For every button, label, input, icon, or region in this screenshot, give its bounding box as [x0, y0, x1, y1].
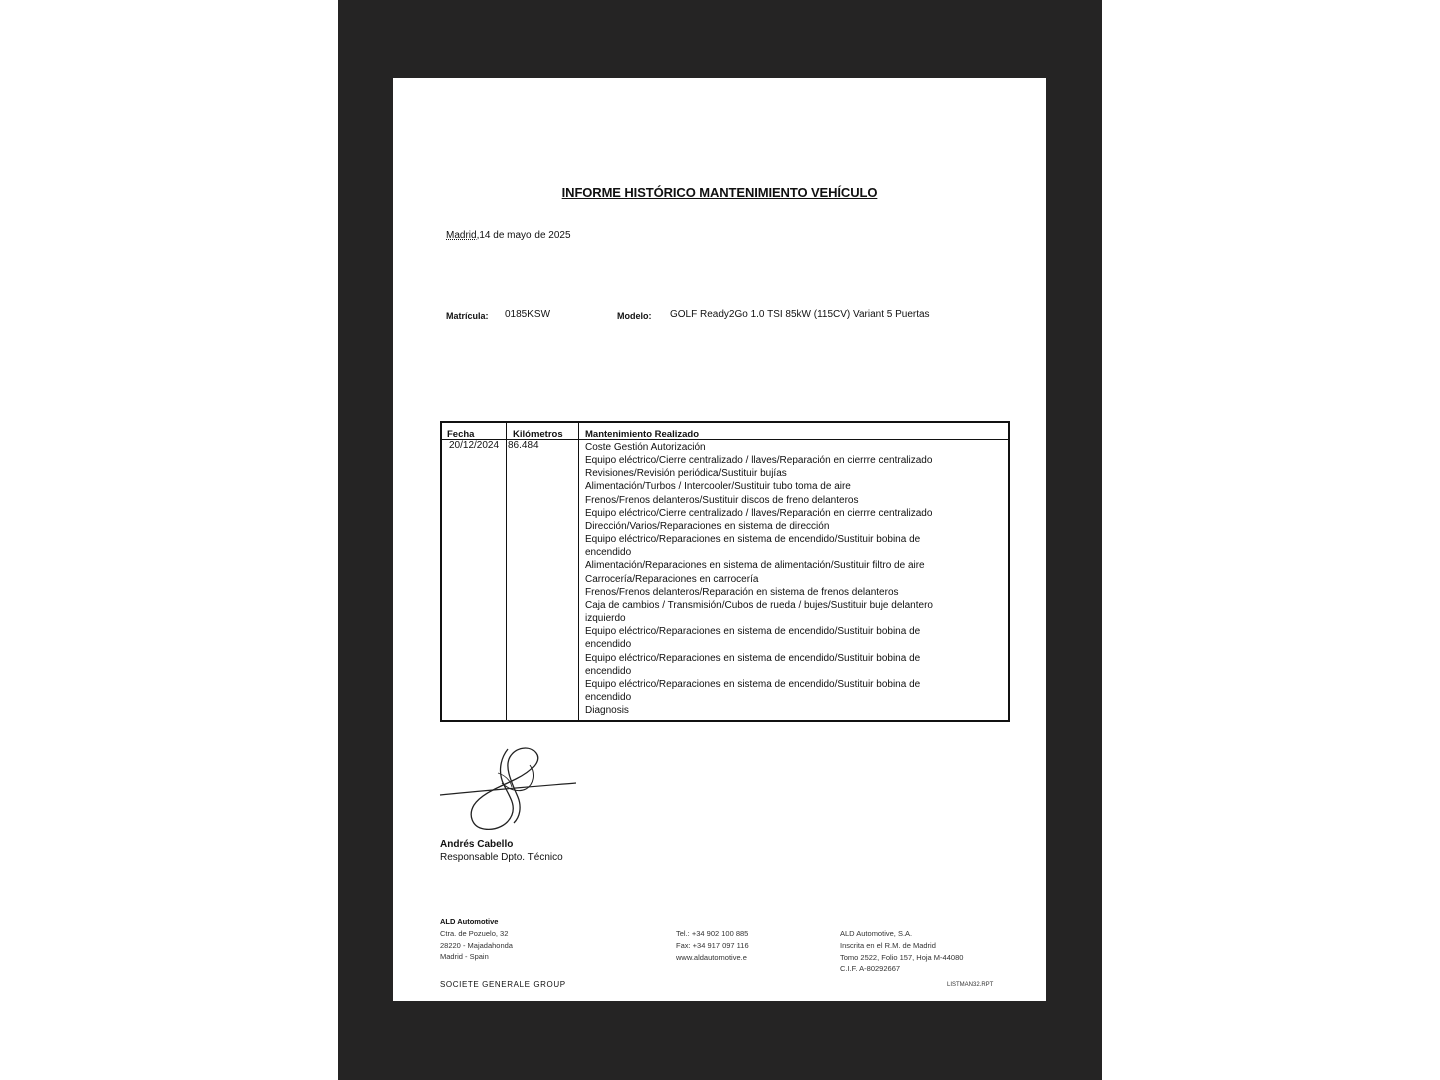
task-line: Equipo eléctrico/Reparaciones en sistema de encendido/Sustituir bobina de — [585, 626, 921, 638]
row-fecha: 20/12/2024 — [449, 440, 500, 451]
footer-group-name: SOCIETE GENERALE GROUP — [440, 980, 566, 989]
task-line: Equipo eléctrico/Reparaciones en sistema de encendido/Sustituir bobina de — [585, 652, 921, 664]
table-column-divider — [506, 423, 507, 720]
task-line: Dirección/Varios/Reparaciones en sistema de dirección — [585, 520, 830, 532]
footer-legal-block — [840, 928, 963, 975]
task-line: encendido — [585, 691, 632, 703]
report-code: LISTMAN32.RPT — [947, 982, 994, 988]
footer-fax: Fax: +34 917 097 116 — [676, 940, 749, 950]
task-line: Equipo eléctrico/Reparaciones en sistema de encendido/Sustituir bobina de — [585, 534, 921, 546]
footer-legal-line: Inscrita en el R.M. de Madrid — [840, 940, 936, 950]
signer-name: Andrés Cabello — [440, 839, 514, 850]
document-page — [393, 78, 1046, 1001]
modelo-label: Modelo: — [617, 311, 652, 321]
footer-legal-line: Tomo 2522, Folio 157, Hoja M-44080 — [840, 952, 964, 962]
row-kilometros: 86.484 — [508, 440, 539, 451]
date-city: Madrid, — [446, 230, 480, 241]
footer-address-line: Ctra. de Pozuelo, 32 — [440, 928, 509, 938]
task-line: Alimentación/Turbos / Intercooler/Sustituir tubo toma de aire — [585, 481, 851, 493]
footer-phone: Tel.: +34 902 100 885 — [676, 929, 749, 938]
footer-company-name: ALD Automotive — [440, 917, 499, 926]
footer-website: www.aldautomotive.e — [676, 952, 747, 962]
matricula-value: 0185KSW — [505, 309, 551, 320]
task-line: Frenos/Frenos delanteros/Sustituir discos de freno delanteros — [585, 494, 859, 506]
footer-legal-line: ALD Automotive, S.A. — [840, 929, 913, 938]
table-header-mantenimiento: Mantenimiento Realizado — [585, 429, 700, 440]
footer-address-line: 28220 - Majadahonda — [440, 940, 513, 950]
task-line: Carrocería/Reparaciones en carrocería — [585, 573, 759, 585]
task-line: Alimentación/Reparaciones en sistema de alimentación/Sustituir filtro de aire — [585, 560, 925, 572]
task-line: izquierdo — [585, 613, 626, 625]
task-line: Frenos/Frenos delanteros/Reparación en sistema de frenos delanteros — [585, 586, 899, 598]
task-line: Diagnosis — [585, 705, 629, 717]
task-line: Equipo eléctrico/Cierre centralizado / llaves/Reparación en cierrre centralizado — [585, 455, 933, 467]
task-line: encendido — [585, 639, 632, 651]
task-line: encendido — [585, 665, 632, 677]
date-text: 14 de mayo de 2025 — [479, 230, 571, 241]
task-line: Revisiones/Revisión periódica/Sustituir bujías — [585, 468, 787, 480]
table-column-divider — [578, 423, 579, 720]
task-line: encendido — [585, 547, 632, 559]
task-line: Caja de cambios / Transmisión/Cubos de rueda / bujes/Sustituir buje delantero — [585, 599, 933, 611]
document-date — [446, 230, 571, 241]
document-title: INFORME HISTÓRICO MANTENIMIENTO VEHÍCULO — [561, 185, 878, 200]
maintenance-task-list — [585, 441, 933, 717]
footer-contact-block — [676, 928, 749, 963]
signer-role: Responsable Dpto. Técnico — [440, 852, 563, 863]
maintenance-table — [440, 421, 1010, 722]
matricula-label: Matrícula: — [446, 311, 489, 321]
table-header-kilometros: Kilómetros — [513, 429, 563, 440]
footer-legal-line: C.I.F. A-80292667 — [840, 964, 901, 974]
modelo-value: GOLF Ready2Go 1.0 TSI 85kW (115CV) Variant 5 Puertas — [670, 309, 930, 320]
footer-company-block — [440, 916, 513, 963]
task-line: Equipo eléctrico/Reparaciones en sistema de encendido/Sustituir bobina de — [585, 678, 921, 690]
footer-address-line: Madrid - Spain — [440, 952, 489, 962]
handwritten-signature — [438, 743, 578, 835]
task-line: Coste Gestión Autorización — [585, 442, 706, 453]
table-header-fecha: Fecha — [447, 429, 475, 440]
task-line: Equipo eléctrico/Cierre centralizado / llaves/Reparación en cierrre centralizado — [585, 507, 933, 519]
